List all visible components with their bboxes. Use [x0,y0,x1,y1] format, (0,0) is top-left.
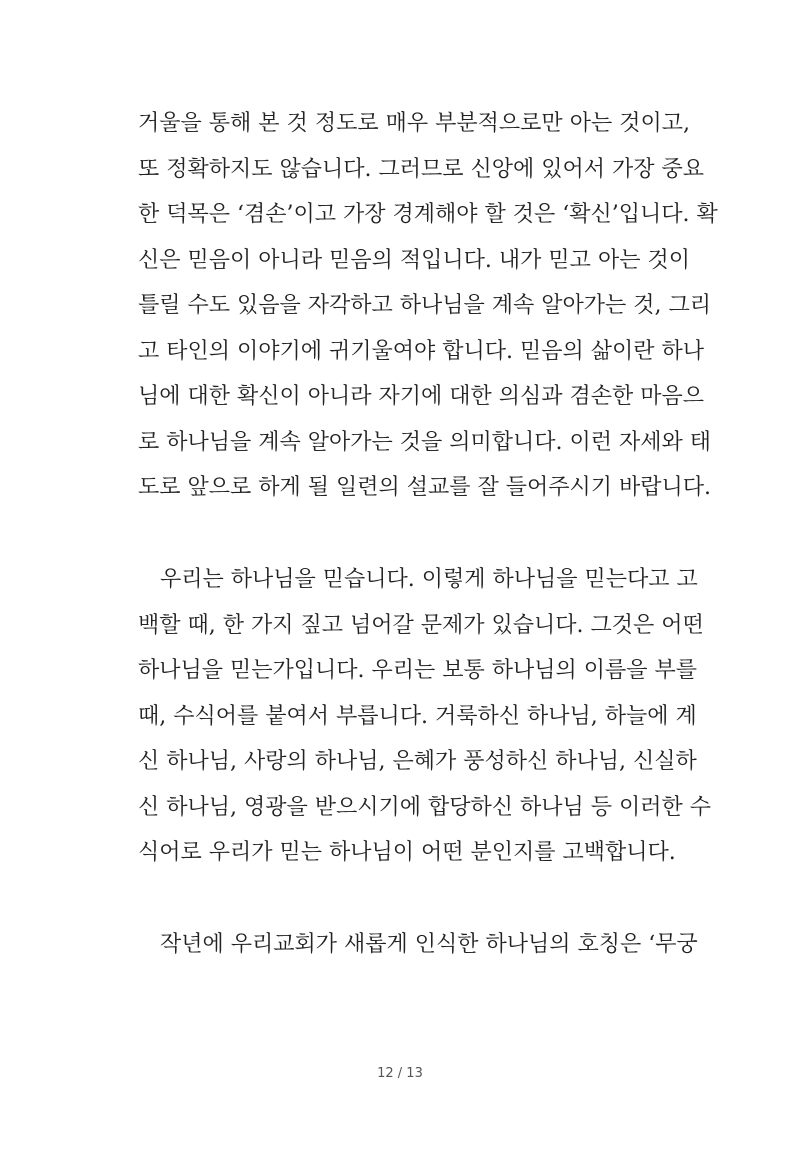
text-line: 하나님을 믿는가입니다. 우리는 보통 하나님의 이름을 부를 [138,658,698,683]
text-line: 우리는 하나님을 믿습니다. 이렇게 하나님을 믿는다고 고 [160,567,698,592]
text-line: 백할 때, 한 가지 짚고 넘어갈 문제가 있습니다. 그것은 어떤 [138,612,704,638]
text-line: 신 하나님, 영광을 받으시기에 합당하신 하나님 등 이러한 수 [138,794,711,820]
text-line: 틀릴 수도 있음을 자각하고 하나님을 계속 알아가는 것, 그리 [138,293,711,318]
text-line: 식어로 우리가 믿는 하나님이 어떤 분인지를 고백합니다. [138,840,676,865]
paragraph-1 [138,101,718,511]
text-line: 한 덕목은 ‘겸손’이고 가장 경계해야 할 것은 ‘확신’입니다. 확 [138,202,718,227]
text-line: 때, 수식어를 붙여서 부릅니다. 거룩하신 하나님, 하늘에 계 [138,703,697,729]
text-line: 신은 믿음이 아니라 믿음의 적입니다. 내가 믿고 아는 것이 [138,247,690,273]
paragraph-gap [138,511,690,558]
text-line: 로 하나님을 계속 알아가는 것을 의미합니다. 이런 자세와 태 [138,429,711,455]
text-line: 또 정확하지도 않습니다. 그러므로 신앙에 있어서 가장 중요 [138,156,704,182]
text-line: 고 타인의 이야기에 귀기울여야 합니다. 믿음의 삶이란 하나 [138,338,704,364]
text-line: 작년에 우리교회가 새롭게 인식한 하나님의 호칭은 ‘무궁 [160,932,698,957]
text-line: 신 하나님, 사랑의 하나님, 은혜가 풍성하신 하나님, 신실하 [138,749,697,774]
paragraph-gap [138,876,690,923]
text-line: 거울을 통해 본 것 정도로 매우 부분적으로만 아는 것이고, [138,111,690,136]
paragraph-3 [138,922,698,968]
text-line: 님에 대한 확신이 아니라 자기에 대한 의심과 겸손한 마음으 [138,384,704,409]
text-line: 도로 앞으로 하게 될 일련의 설교를 잘 들어주시기 바랍니다. [138,475,711,500]
paragraph-2 [138,557,711,876]
text-body [138,101,718,968]
page-number: 12 / 13 [377,1066,423,1081]
